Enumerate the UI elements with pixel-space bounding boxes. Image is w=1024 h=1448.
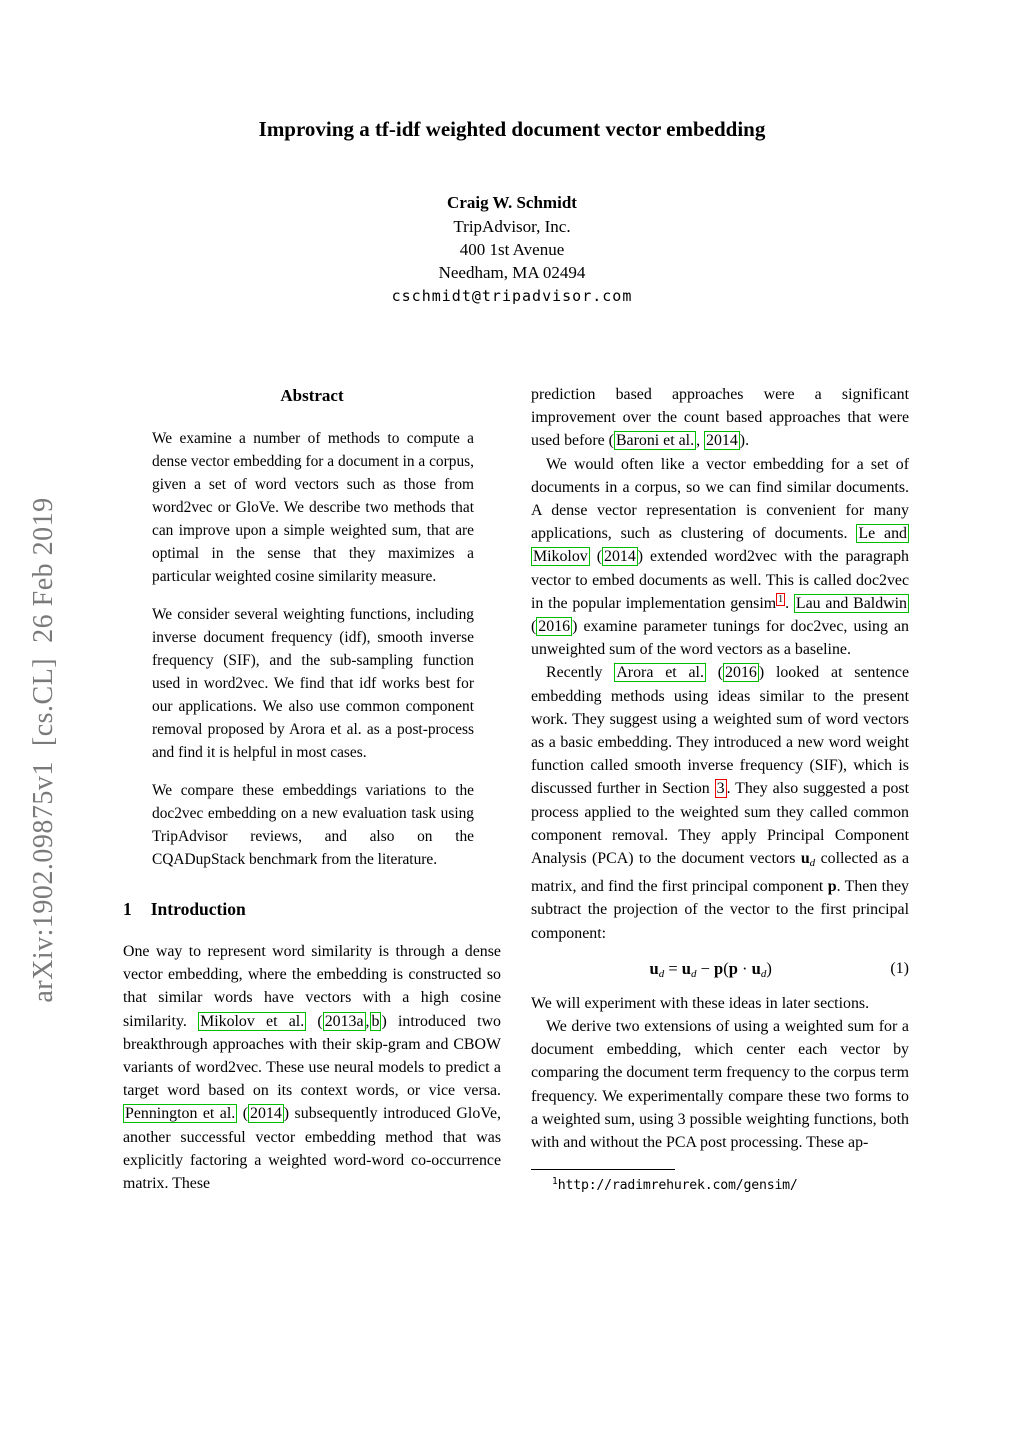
citation-link[interactable]: b [371,1012,380,1030]
citation-link[interactable]: 2016 [725,664,757,682]
body-paragraph [531,383,909,453]
text-run: · [737,958,752,978]
intro-paragraph [123,940,501,1195]
two-column-body [123,383,909,1195]
text-run: ) introduced two breakthrough approaches with their skip-gram and CBOW variants of word2vec. These use neural models to predict a target word based on its context words, or vice versa. [123,1012,501,1100]
citation-link[interactable]: Baroni et al. [615,432,695,450]
math-bold: u [681,958,691,978]
footnote-ref-link[interactable]: 1 [778,593,784,605]
math-bold: p [728,958,738,978]
text-run: ( [589,548,602,566]
author-name: Craig W. Schmidt [447,193,577,212]
citation-link[interactable]: Arora et al. [616,664,704,682]
footnote [531,1176,909,1193]
math-bold: p [827,878,837,896]
citation-link[interactable]: Le and Mikolov [533,525,907,566]
citation-link[interactable]: 2013a [324,1012,364,1030]
section-heading-introduction [123,899,501,920]
text-run: . [785,594,794,612]
math-bold: u [800,850,810,868]
footnote-url[interactable]: http://radimrehurek.com/gensim/ [557,1178,798,1194]
footnote-marker: 1 [552,1176,558,1188]
paper-title: Improving a tf-idf weighted document vector embedding [258,117,766,141]
citation-link[interactable]: 2016 [538,618,571,636]
text-run: = [664,958,682,978]
text-run: We would often like a vector embedding for a set of documents in a corpus, so we can find similar documents. A dense vector representation is convenient for many applications, such as clustering of documents. [531,455,909,543]
author-email: cschmidt@tripadvisor.com [391,287,633,305]
left-column [123,383,501,1195]
text-run: Recently [546,664,615,682]
text-run: prediction based approaches were a significant improvement over the count based approaches that were used before ( [531,386,909,450]
math-subscript: d [690,967,697,980]
author-address-line: Needham, MA 02494 [438,263,586,282]
body-paragraph [531,1015,909,1154]
text-run: . Then they subtract the projection of the vector to the first principal component: [531,878,910,942]
equation-number: (1) [890,960,909,978]
body-paragraph [531,661,909,944]
text-run: We will experiment with these ideas in later sections. [531,994,870,1012]
text-run: ) [766,958,772,978]
text-run: ) looked at sentence embedding methods using ideas similar to the present work. They suggest using a weighted sum of word vectors as a basic embedding. They introduced a new word weight function called smooth inverse frequency (SIF), which is discussed further in Section [531,664,910,798]
math-subscript: d [809,857,816,870]
right-column [531,383,909,1195]
abstract-paragraph: We examine a number of methods to compute a dense vector embedding for a document in a corpus, given a set of word vectors such as those from word2vec or GloVe. We describe two methods that can improve upon a simple weighted sum, that are optimal in the sense that they maximizes a particular weighted cosine similarity measure. [152,430,474,585]
citation-link[interactable]: 2014 [706,432,738,450]
equation-body [531,959,890,980]
author-affiliation: TripAdvisor, Inc. [453,217,571,236]
math-subscript: d [760,967,767,980]
text-run: ( [705,664,724,682]
text-run: ) extended word2vec with the paragraph vector to embed documents as well. This is called doc2vec in the popular implementation gensim [531,548,910,612]
text-run: ) examine parameter tunings for doc2vec, using an unweighted sum of the word vectors as a baseline. [531,618,909,659]
text-run: ( [306,1012,323,1030]
text-run: , [365,1012,370,1030]
abstract-paragraph: We compare these embeddings variations to the doc2vec embedding on a new evaluation task using TripAdvisor reviews, and also on the CQADupStack benchmark from the literature. [152,782,474,868]
footnote-block [531,1169,909,1193]
author-address-line: 400 1st Avenue [459,240,565,259]
citation-link[interactable]: 2014 [250,1105,282,1123]
arxiv-watermark: arXiv:1902.09875v1 [cs.CL] 26 Feb 2019 [28,497,59,1003]
display-equation [531,959,909,980]
math-subscript: d [658,967,665,980]
text-run: ( [531,618,537,636]
citation-link[interactable]: Mikolov et al. [200,1012,305,1030]
body-paragraph [531,992,909,1015]
body-paragraph [531,453,909,662]
text-run: ) subsequently introduced GloVe, another successful vector embedding method that was explicitly factoring a weighted word-word co-occurrence matrix. These [123,1105,502,1193]
text-run: − [696,958,715,978]
text-run: ( [723,958,729,978]
text-run: ( [237,1105,249,1123]
text-run: One way to represent word similarity is through a dense vector embedding, where the embedding is constructed so that similar words have vectors with a high cosine similarity. [123,943,501,1030]
citation-link[interactable]: 2014 [604,548,636,566]
citation-link[interactable]: Pennington et al. [125,1105,236,1123]
section-title: Introduction [150,899,246,919]
text-run: . They also suggested a post process applied to the weighted sum they called common component removal. They apply Principal Component Analysis (PCA) to the document vectors [531,780,909,868]
abstract-paragraph: We consider several weighting functions, including inverse document frequency (idf), smooth inverse frequency (SIF), and the sub-sampling function used in word2vec. We find that idf works best for our applications. We also use common component removal proposed by Arora et al. as a post-process and find it is helpful in most cases. [152,606,474,761]
footnote-rule [531,1169,675,1170]
text-run: We derive two extensions of using a weighted sum for a document embedding, which center each vector by comparing the document term frequency to the corpus term frequency. We experimentally compare these two forms to a weighted sum, using 3 possible weighting functions, both with and without the PCA post processing. These ap- [531,1018,909,1152]
abstract-heading: Abstract [280,386,344,405]
section-number: 1 [123,899,132,919]
paper-header [0,0,1024,305]
text-run: , [696,432,705,450]
text-run: ). [739,432,750,450]
math-bold: u [751,958,761,978]
math-bold: p [714,958,724,978]
math-bold: u [649,958,659,978]
citation-link[interactable]: Lau and Baldwin [795,594,908,612]
text-run: collected as a matrix, and find the first principal component [531,850,909,896]
section-ref-link[interactable]: 3 [716,780,725,798]
